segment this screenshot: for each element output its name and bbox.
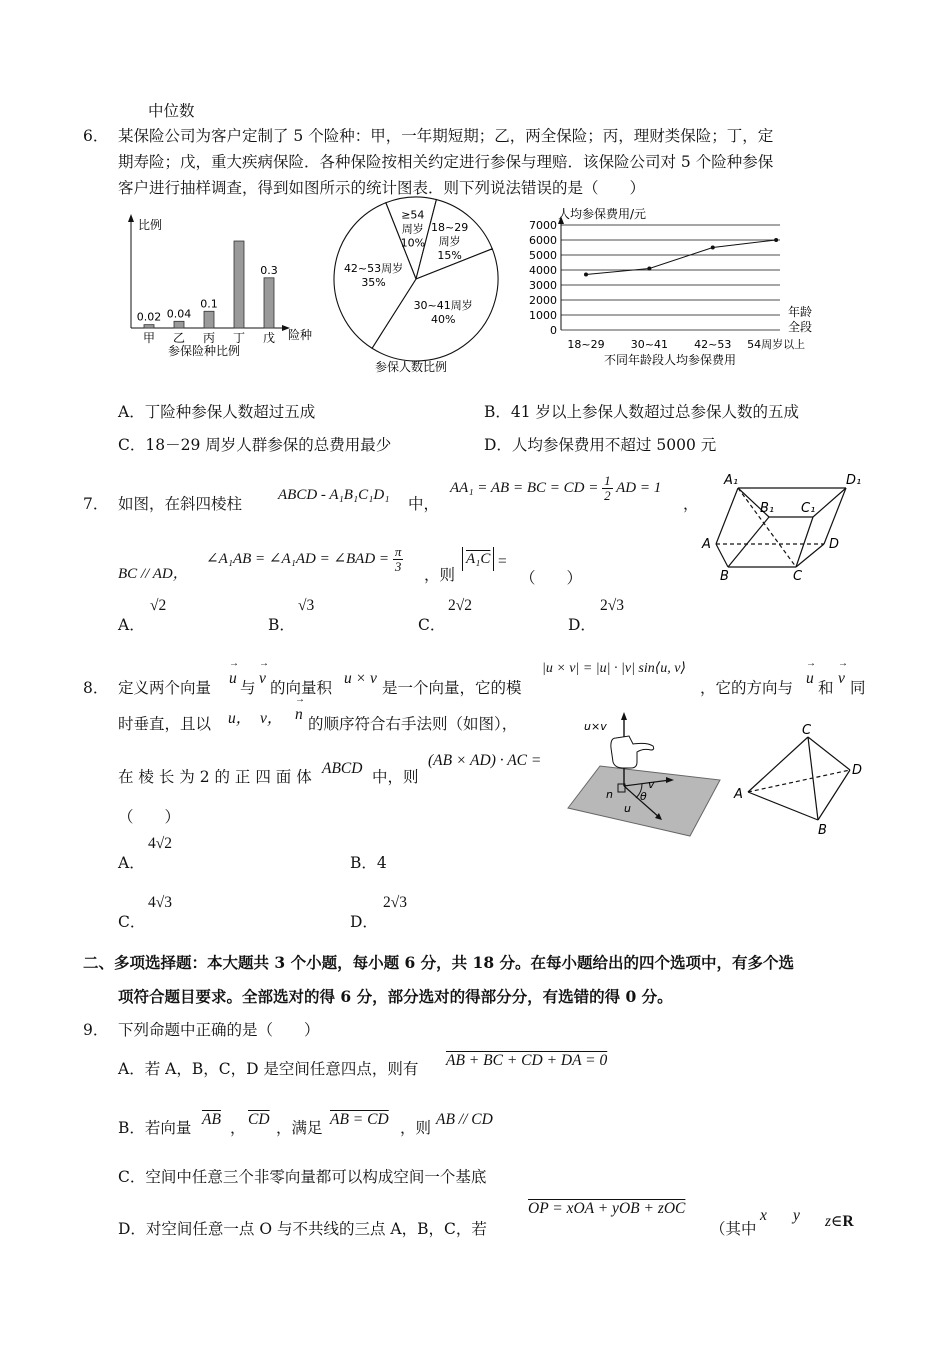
tet-label-a: A [734, 787, 743, 802]
q9-option-a-expr [446, 1052, 607, 1070]
q7-option-b-value: √3 [298, 597, 315, 614]
line-xtick-1: 30~41 [630, 338, 668, 351]
q7-pi-den: 3 [394, 559, 402, 574]
q8-v2-vec: → v [838, 670, 845, 688]
q9-option-b-v1 [202, 1111, 221, 1129]
tetrahedron-figure [728, 722, 868, 840]
q8-option-d-label: D． [350, 913, 378, 931]
q7-text1: 如图，在斜四棱柱 [118, 495, 243, 513]
q6-option-d: D．人均参保费用不超过 5000 元 [484, 436, 717, 454]
q7-half [602, 474, 613, 503]
q8-u [229, 670, 237, 688]
line-path [586, 240, 776, 275]
hand-label-theta: θ [640, 790, 647, 803]
q8-t4: ，它的方向与 [700, 679, 794, 697]
bar-value-2: 0.1 [200, 297, 218, 311]
pie-label-1-2: 15% [437, 248, 462, 262]
q7-eq1 [450, 474, 661, 503]
q8-option-a-label: A． [118, 854, 145, 872]
line-xlabel: 年龄 [788, 305, 813, 319]
q6-option-c: C．18－29 周岁人群参保的总费用最少 [118, 436, 392, 454]
q8-mod-left: |u × v| = |u| · |v| sin [542, 661, 655, 676]
q6-option-b: B．41 岁以上参保人数超过总参保人数的五成 [484, 403, 800, 421]
bar-value-4: 0.3 [260, 263, 278, 277]
pie-label-2-0: 30~41周岁 [413, 298, 473, 312]
line-title: 不同年龄段人均参保费用 [604, 353, 737, 367]
q9-b-expr-text: AB = CD [330, 1111, 389, 1128]
q7-parallel: BC // AD， [118, 566, 188, 582]
bar-2 [204, 311, 214, 328]
q7-half-den: 2 [604, 488, 611, 503]
q8-option-c-label: C． [118, 913, 146, 931]
line-ytick-4: 4000 [529, 264, 557, 277]
bar-y-arrow [128, 214, 134, 222]
q7-then: ，则 [424, 566, 456, 584]
line-ytick-2: 2000 [529, 294, 557, 307]
q9-d-expr-text: OP = xOA + yOB + zOC [528, 1200, 686, 1217]
q8-line2a: 时垂直，且以 [118, 715, 212, 733]
q9-b-v2-text: $\overline{CD}$ [248, 1111, 270, 1128]
q8-v [259, 670, 266, 688]
q7-angles-text: ∠A₁AB = ∠A₁AD = ∠BAD = [206, 550, 390, 567]
q8-option-a-value: 4√2 [148, 835, 173, 852]
pie-label-0-2: 10% [400, 236, 426, 250]
q6-option-a: A．丁险种参保人数超过五成 [118, 403, 316, 421]
q7-half-num: 1 [604, 473, 611, 488]
fig-label-a1: A₁ [724, 473, 739, 488]
q7-pi-num: π [394, 544, 402, 559]
line-point-3 [774, 238, 778, 242]
fig-label-c: C [793, 569, 803, 584]
q9-option-d-z [825, 1212, 854, 1231]
q9-option-b-text1: B．若向量 [118, 1119, 192, 1137]
fig-label-b1: B₁ [760, 501, 775, 516]
q8-expr: (AB × AD) · AC = [428, 752, 542, 769]
q7-number: 7． [83, 495, 109, 513]
line-ytick-6: 6000 [529, 234, 557, 247]
line-series [584, 238, 778, 277]
bar-ylabel: 比例 [138, 218, 163, 232]
q7-option-a-value: √2 [150, 597, 167, 614]
hand-label-uxv: u×v [584, 720, 607, 733]
q9-option-b-expr [330, 1111, 389, 1129]
q8-he: 和 [818, 679, 834, 697]
bar-3 [234, 241, 244, 328]
q8-line2c: v， [260, 710, 283, 727]
line-xlabel2: 全段 [788, 320, 813, 334]
bar-xlabel: 险种 [288, 328, 313, 342]
q8-yu: 与 [240, 679, 256, 697]
line-ytick-1: 1000 [529, 309, 557, 322]
q8-line2d [295, 706, 303, 724]
pie-title: 参保人数比例 [375, 360, 448, 374]
hand-label-n: n [606, 788, 613, 801]
bar-chart [118, 208, 318, 368]
q6-number: 6． [83, 127, 109, 145]
q8-v-vec: → v [259, 670, 266, 688]
q9-d-R: R [842, 1213, 854, 1230]
q8-line3a: 在 棱 长 为 2 的 正 四 面 体 [118, 768, 312, 786]
tet-label-c: C [802, 723, 812, 738]
q8-tong: 同 [850, 679, 866, 697]
q9-option-a-text: A．若 A，B，C，D 是空间任意四点，则有 [118, 1060, 419, 1078]
bar-value-1: 0.04 [166, 307, 192, 321]
bar-4 [264, 278, 274, 328]
fig-label-a: A [702, 537, 711, 552]
q7-option-b-label: B． [268, 616, 295, 634]
q9-number: 9． [83, 1021, 109, 1039]
q9-b-v1-text: $\overline{AB}$ [202, 1111, 221, 1128]
pie-chart [330, 193, 510, 378]
q9-option-b-comma: ， [230, 1119, 246, 1137]
pie-label-2-1: 40% [430, 312, 456, 326]
q7-eqsign: = [498, 553, 507, 570]
line-ytick-0: 0 [550, 324, 557, 337]
q7-comma: ， [683, 495, 699, 513]
pie-label-0-0: ≥54 [401, 208, 425, 222]
q7-abs-vec: A₁C [466, 551, 491, 567]
tet-label-d: D [852, 763, 863, 778]
q9-option-b-expr2: AB // CD [436, 1111, 493, 1128]
line-grid [561, 225, 780, 330]
q7-zhong: 中， [408, 495, 440, 513]
prism-figure [698, 470, 868, 585]
q9-d-z-text: z∈ [825, 1213, 843, 1230]
line-xtick-3: 54周岁以上 [747, 338, 806, 351]
q8-mod-right: ⟨u, v⟩ [654, 661, 686, 676]
line-ylabel: 人均参保费用/元 [558, 207, 647, 221]
q7-pi-frac [393, 545, 404, 574]
bar-series [137, 241, 278, 345]
hand-label-u: u [624, 802, 631, 815]
q8-v2 [838, 670, 845, 688]
q8-line3c: 中，则 [372, 768, 419, 786]
q6-line1: 某保险公司为客户定制了 5 个险种：甲，一年期短期；乙，两全保险；丙，理财类保险；丁，定 [118, 127, 774, 145]
fig-label-d1: D₁ [846, 473, 862, 488]
q6-line2: 期寿险；戊，重大疾病保险．各种保险按相关约定进行参保与理赔．该保险公司对 5 个险种参保 [118, 153, 774, 171]
q7-paren: （ ） [520, 569, 583, 587]
bar-category-3: 丁 [232, 331, 246, 345]
line-y-ticks [529, 219, 557, 337]
bar-category-0: 甲 [142, 331, 156, 345]
q7-option-a-label: A． [118, 616, 145, 634]
normal-arrow-head [621, 712, 627, 720]
q7-option-c-value: 2√2 [448, 597, 473, 614]
bar-category-2: 丙 [202, 331, 216, 345]
q6-line3: 客户进行抽样调查，得到如图所示的统计图表．则下列说法错误的是（ ） [118, 179, 646, 197]
bar-title: 参保险种比例 [168, 344, 241, 358]
q8-paren: （ ） [118, 808, 181, 826]
fig-label-d: D [829, 537, 840, 552]
q9-option-b-text2: ，满足 [276, 1119, 323, 1137]
q9-option-b-v2 [248, 1111, 270, 1129]
line-point-2 [711, 246, 715, 250]
q8-t1: 定义两个向量 [118, 679, 212, 697]
line-xtick-2: 42~53 [694, 338, 732, 351]
pie-label-1-0: 18~29 [431, 220, 469, 234]
q9-a-expr-text: AB + BC + CD + DA = 0 [446, 1052, 608, 1069]
fig-label-c1: C₁ [801, 501, 816, 516]
q8-t3: 是一个向量，它的模 [382, 679, 522, 697]
q7-eq1-right: AD = 1 [616, 479, 662, 496]
line-ytick-5: 5000 [529, 249, 557, 262]
q7-option-d-value: 2√3 [600, 597, 625, 614]
line-x-ticks [567, 337, 805, 351]
q8-option-c-value: 4√3 [148, 894, 173, 911]
tet-label-b: B [818, 823, 827, 838]
q9-option-d-text: D．对空间任意一点 O 与不共线的三点 A，B，C，若 [118, 1220, 487, 1238]
q9-option-c-text: C．空间中任意三个非零向量都可以构成空间一个基底 [118, 1168, 487, 1186]
section2-line1: 二、多项选择题：本大题共 3 个小题，每小题 6 分，共 18 分。在每小题给出的四个选项中，有多个选 [83, 953, 795, 972]
q8-option-d-value: 2√3 [383, 894, 408, 911]
line-ytick-7: 7000 [529, 219, 557, 232]
fig-label-b: B [720, 569, 729, 584]
prev-line: 中位数 [148, 102, 195, 120]
q9-option-d-y: y [793, 1207, 800, 1224]
q9-option-d-tail: （其中 [710, 1220, 757, 1238]
q8-option-b: B．4 [350, 854, 387, 872]
bar-category-1: 乙 [172, 331, 186, 345]
line-ytick-3: 3000 [529, 279, 557, 292]
bar-0 [144, 325, 154, 328]
pie-label-3-0: 42~53周岁 [343, 261, 404, 275]
q7-prism: ABCD - A₁B₁C₁D₁ [278, 487, 390, 503]
q9-option-d-expr [528, 1200, 685, 1218]
q8-t2: 的向量积 [270, 679, 333, 697]
hand-icon [611, 736, 654, 768]
q8-uxv: u × v [344, 670, 377, 687]
q8-number: 8． [83, 679, 109, 697]
line-point-0 [584, 273, 588, 277]
bar-category-4: 戊 [262, 331, 276, 345]
right-hand-figure [560, 708, 725, 838]
q8-u-vec: → u [229, 670, 237, 688]
bar-1 [174, 321, 184, 328]
section2-line2: 项符合题目要求。全部选对的得 6 分，部分选对的得部分分，有选错的得 0 分。 [118, 987, 673, 1006]
q7-option-c-label: C． [418, 616, 446, 634]
pie-label-0-1: 周岁 [401, 222, 424, 236]
q7-option-d-label: D． [568, 616, 596, 634]
q9-stem: 下列命题中正确的是（ ） [118, 1021, 320, 1039]
bar-value-0: 0.02 [136, 310, 162, 324]
q8-line2e: 的顺序符合右手法则（如图）， [308, 715, 518, 733]
q8-u2 [806, 670, 814, 688]
hand-label-v: v [648, 778, 655, 791]
q7-abs [462, 547, 494, 571]
q8-line2b: u， [228, 710, 252, 727]
pie-label-3-1: 35% [361, 275, 386, 289]
q8-n-vec: → n [295, 706, 303, 724]
q8-line3b: ABCD [322, 760, 363, 777]
line-xtick-0: 18~29 [567, 338, 605, 351]
q7-eq1-left: AA₁ = AB = BC = CD = [450, 479, 599, 496]
pie-label-1-1: 周岁 [438, 234, 461, 248]
line-point-1 [647, 267, 651, 271]
q9-option-d-x: x [760, 1207, 767, 1224]
q9-option-b-text3: ，则 [400, 1119, 432, 1137]
line-chart [518, 206, 818, 368]
q7-angles [206, 545, 403, 574]
q8-u2-vec: → u [806, 670, 814, 688]
q8-modexpr [542, 660, 686, 677]
